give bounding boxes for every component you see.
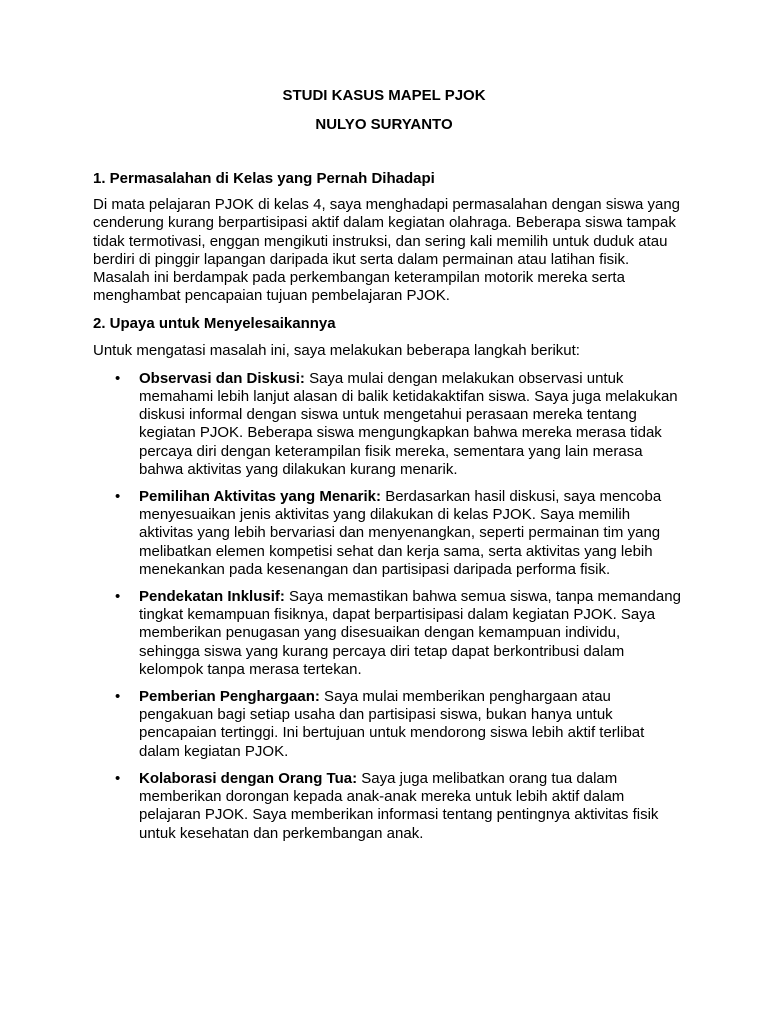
list-item-term: Pendekatan Inklusif: xyxy=(139,588,285,606)
list-item-term: Observasi dan Diskusi: xyxy=(139,369,305,387)
list-item-observation xyxy=(93,370,683,479)
bullet-icon: • xyxy=(115,769,121,787)
bullet-icon: • xyxy=(115,688,121,706)
list-item-rewards xyxy=(93,688,683,761)
section-2-heading: 2. Upaya untuk Menyelesaikannya xyxy=(93,315,336,333)
list-item-parent-collaboration xyxy=(93,770,683,843)
bullet-icon: • xyxy=(115,369,121,387)
document-body xyxy=(93,170,683,852)
section-2-intro: Untuk mengatasi masalah ini, saya melakukan beberapa langkah berikut: xyxy=(93,341,580,359)
list-item-activity-selection xyxy=(93,488,683,579)
document-author: NULYO SURYANTO xyxy=(315,116,453,133)
list-item-term: Kolaborasi dengan Orang Tua: xyxy=(139,769,358,787)
section-1-paragraph: Di mata pelajaran PJOK di kelas 4, saya menghadapi permasalahan dengan siswa yang cenderung kurang berpartisipasi aktif dalam kegiatan olahraga. Beberapa siswa tampak tidak termotivasi, enggan mengikuti instruksi, dan sering kali memilih untuk duduk atau berdiri di pinggir lapangan daripada ikut serta dalam permainan atau latihan fisik. Masalah ini berdampak pada perkembangan keterampilan motorik mereka serta menghambat pencapaian tujuan pembelajaran PJOK. xyxy=(93,196,681,305)
list-item-inclusive-approach xyxy=(93,588,683,679)
list-item-text: Berdasarkan hasil diskusi, saya mencoba menyesuaikan jenis aktivitas yang dilakukan di kelas PJOK. Saya memilih aktivitas yang lebih bervariasi dan menyenangkan, seperti permainan tim yang melibatkan elemen kompetisi sehat dan kerja sama, serta aktivitas yang lebih menekankan pada kesenangan dan partisipasi daripada performa fisik. xyxy=(139,488,662,578)
list-item-term: Pemilihan Aktivitas yang Menarik: xyxy=(139,488,382,506)
list-item-text: Saya mulai memberikan penghargaan atau pengakuan bagi setiap usaha dan partisipasi siswa, bukan hanya untuk pencapaian tertinggi. Ini bertujuan untuk mendorong siswa lebih aktif terlibat dalam kegiatan PJOK. xyxy=(139,688,645,760)
action-steps-list xyxy=(93,370,683,843)
document-title: STUDI KASUS MAPEL PJOK xyxy=(282,87,486,104)
bullet-icon: • xyxy=(115,488,121,506)
list-item-text: Saya mulai dengan melakukan observasi untuk memahami lebih lanjut alasan di balik ketidakaktifan siswa. Saya juga melakukan diskusi informal dengan siswa untuk mengetahui perasaan mereka tentang kegiatan PJOK. Beberapa siswa mengungkapkan bahwa mereka merasa tidak percaya diri dengan keterampilan fisik mereka, sementara yang lain merasa bahwa aktivitas yang dilakukan kurang menarik. xyxy=(139,369,678,478)
list-item-text: Saya memastikan bahwa semua siswa, tanpa memandang tingkat kemampuan fisiknya, dapat berpartisipasi dalam kegiatan PJOK. Saya memberikan penugasan yang disesuaikan dengan kemampuan individu, sehingga siswa yang kurang percaya diri tetap dapat berkontribusi dalam kelompok tanpa merasa tertekan. xyxy=(139,588,681,678)
bullet-icon: • xyxy=(115,588,121,606)
section-1-heading: 1. Permasalahan di Kelas yang Pernah Dihadapi xyxy=(93,170,435,187)
list-item-term: Pemberian Penghargaan: xyxy=(139,688,320,706)
list-item-text: Saya juga melibatkan orang tua dalam memberikan dorongan kepada anak-anak mereka untuk lebih aktif dalam pelajaran PJOK. Saya memberikan informasi tentang pentingnya aktivitas fisik untuk kesehatan dan perkembangan anak. xyxy=(139,769,659,842)
